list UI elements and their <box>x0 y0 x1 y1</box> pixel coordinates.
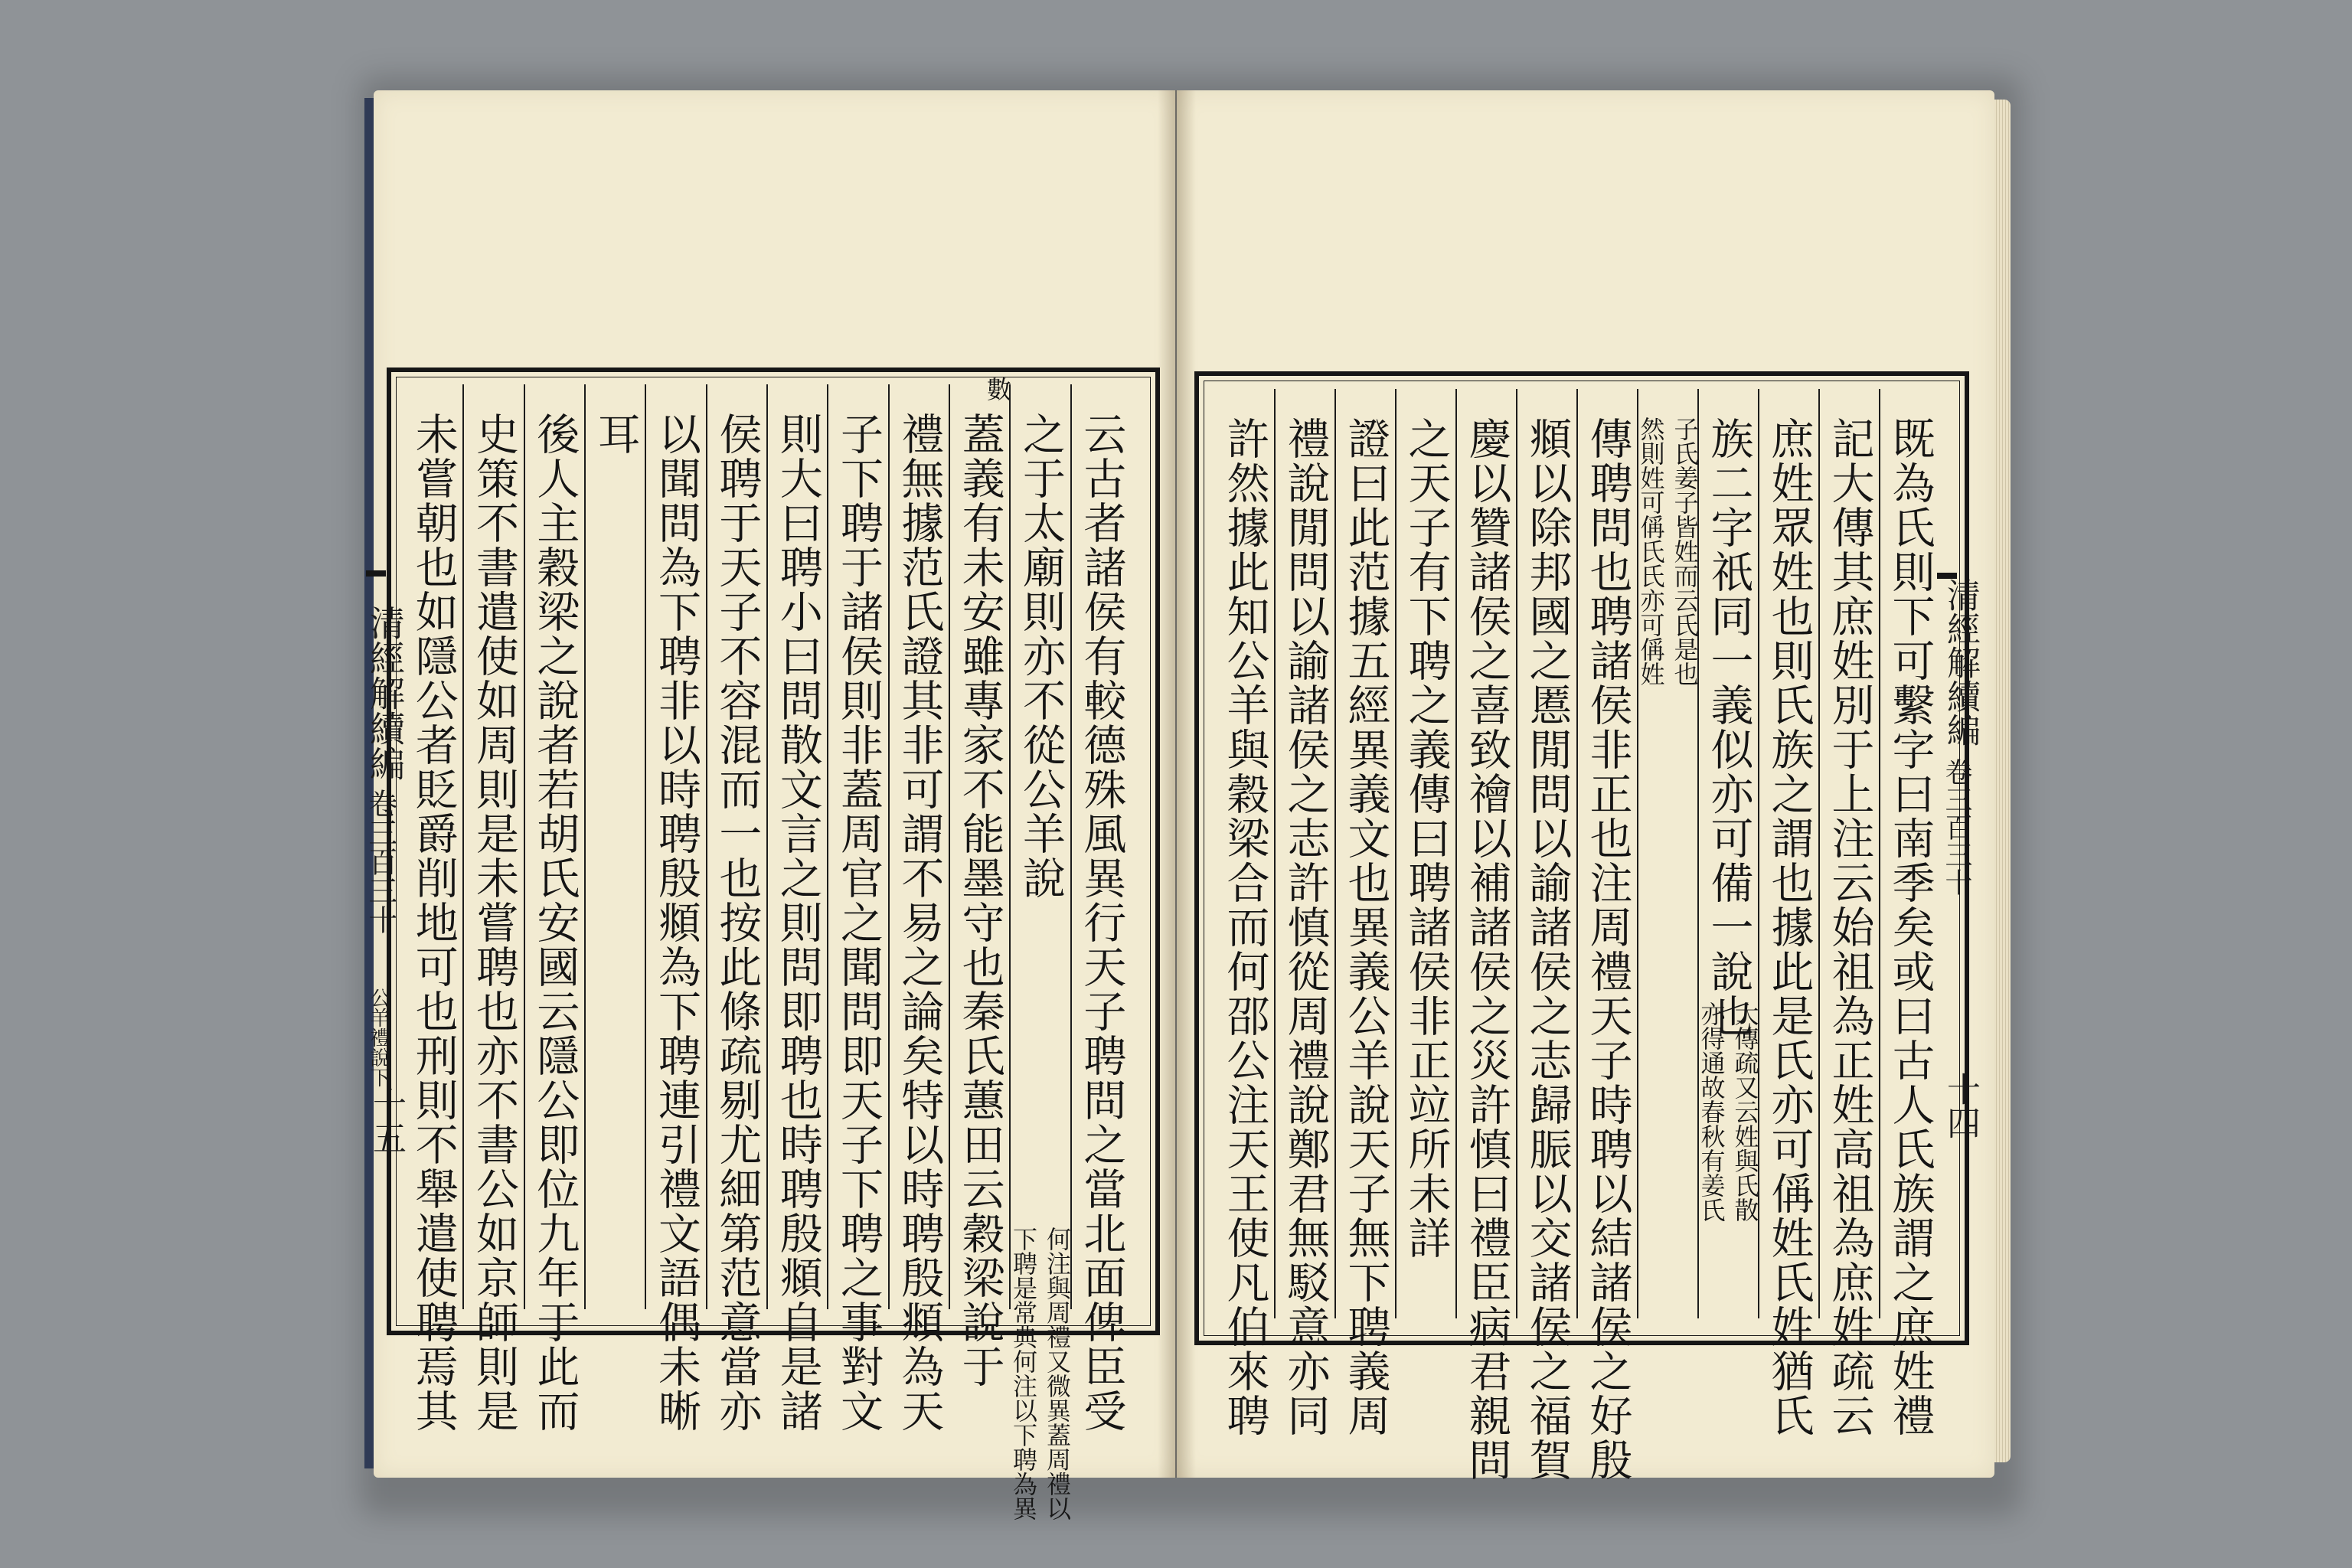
annotation-line: 亦得通故春秋有姜氏 <box>1697 1001 1726 1222</box>
column-text: 族二字祇同一義似亦可備一說也 <box>1704 416 1754 1038</box>
left-text-columns <box>403 377 1131 1521</box>
column-text: 許然據此知公羊與穀梁合而何邵公注天王使凡伯來聘 <box>1220 416 1270 1438</box>
right-column-8 <box>1455 389 1516 1482</box>
left-column-7 <box>706 384 766 1433</box>
left-column-12 <box>403 384 462 1433</box>
right-column-4 <box>1697 389 1758 1318</box>
book-cover-edge <box>364 98 374 1468</box>
right-column-11 <box>1274 389 1334 1438</box>
right-column-7 <box>1516 389 1576 1482</box>
left-column-2 <box>1009 384 1072 1521</box>
left-column-5 <box>827 384 887 1433</box>
annotation-prefix: 數 <box>982 377 1012 401</box>
annotation-note <box>1007 1227 1074 1521</box>
left-column-6 <box>766 384 827 1433</box>
column-text: 子下聘于諸侯則非蓋周官之聞問即天子下聘之事對文 <box>834 412 884 1433</box>
column-text: 未嘗朝也如隱公者貶爵削地可也刑則不舉遣使聘焉其 <box>408 412 459 1433</box>
column-text: 耳 <box>590 412 641 456</box>
right-column-5 <box>1636 389 1700 1318</box>
column-text: 證曰此范據五經異義文也異義公羊說天子無下聘義周 <box>1341 416 1391 1438</box>
annotation-line: 然則姓可偁氏氏亦可偁姓 <box>1636 416 1666 686</box>
annotation-line: 大傳疏又云姓與氏散 <box>1730 1001 1760 1222</box>
left-column-8 <box>645 384 705 1433</box>
annotation-line: 子氏姜子皆姓而云氏是也 <box>1670 416 1700 686</box>
column-text: 之天子有下聘之義傳曰聘諸侯非正竝所未詳 <box>1401 416 1452 1260</box>
right-column-6 <box>1576 389 1637 1482</box>
right-column-10 <box>1334 389 1395 1438</box>
left-column-4 <box>888 384 949 1433</box>
left-column-9 <box>584 384 645 1309</box>
annotation-line: 下聘是常典何注以下聘為異 <box>1009 1227 1038 1521</box>
right-column-2 <box>1818 389 1879 1438</box>
column-text: 則大曰聘小曰問散文言之則問即聘也時聘殷頫自是諸 <box>773 412 823 1433</box>
column-text: 禮說閒問以諭諸侯之志許慎從周禮說鄭君無駁意亦同 <box>1280 416 1331 1438</box>
column-text: 頫以除邦國之慝閒問以諭諸侯之志歸脤以交諸侯之福賀 <box>1522 416 1573 1482</box>
left-margin-title: 清經解續編 <box>364 605 406 781</box>
left-column-10 <box>524 384 584 1433</box>
column-text: 云古者諸侯有較德殊風異行天子聘問之當北面俾臣受 <box>1076 412 1127 1433</box>
right-column-12 <box>1215 389 1274 1438</box>
column-text: 禮無據范氏證其非可謂不易之論矣特以時聘殷頫為天 <box>894 412 945 1433</box>
book-gutter <box>1158 90 1196 1478</box>
left-margin-fish-tail <box>366 570 386 577</box>
column-text: 侯聘于天子不容混而一也按此條疏剔尤細第范意當亦 <box>712 412 763 1433</box>
left-column-1 <box>1070 384 1131 1433</box>
column-text: 之于太廟則亦不從公羊說 <box>1016 412 1066 900</box>
right-column-3 <box>1758 389 1818 1438</box>
annotation-note <box>1695 1001 1762 1222</box>
annotation-note <box>1635 416 1702 686</box>
column-text: 既為氏則下可繫字曰南季矣或曰古人氏族謂之庶姓禮 <box>1885 416 1936 1438</box>
left-margin-section: 公羊禮說下 <box>367 988 390 1087</box>
column-text: 記大傳其庶姓別于上注云始祖為正姓高祖為庶姓疏云 <box>1824 416 1875 1438</box>
left-margin-juan: 卷三百三十 <box>364 789 397 934</box>
right-margin-title: 清經解續編 <box>1941 578 1980 746</box>
column-text: 後人主穀梁之說者若胡氏安國云隱公即位九年于此而 <box>530 412 580 1433</box>
right-column-9 <box>1395 389 1455 1318</box>
right-text-columns <box>1215 389 1939 1482</box>
column-text: 史策不書遣使如周則是未嘗聘也亦不書公如京師則是 <box>469 412 520 1433</box>
column-text: 傳聘問也聘諸侯非正也注周禮天子時聘以結諸侯之好殷 <box>1583 416 1633 1482</box>
left-page-number: 十五 <box>367 1087 406 1155</box>
column-text: 庶姓眾姓也則氏族之謂也據此是氏亦可偁姓氏姓猶氏 <box>1764 416 1815 1438</box>
right-page-number: 十四 <box>1941 1072 1980 1139</box>
column-text: 以聞問為下聘非以時聘殷頫為下聘連引禮文語偶未晰 <box>652 412 702 1433</box>
right-column-1 <box>1879 389 1939 1438</box>
left-column-11 <box>462 384 523 1433</box>
column-text: 蓋義有未安雖專家不能墨守也秦氏蕙田云穀梁說于 <box>955 412 1005 1389</box>
right-margin-juan: 卷三百三十 <box>1941 758 1972 896</box>
annotation-line: 何注與周禮又微異蓋周禮以 <box>1043 1227 1072 1521</box>
left-column-3 <box>949 377 1012 1389</box>
column-text: 慶以贊諸侯之喜致禬以補諸侯之災許慎曰禮臣病君親問 <box>1462 416 1512 1482</box>
